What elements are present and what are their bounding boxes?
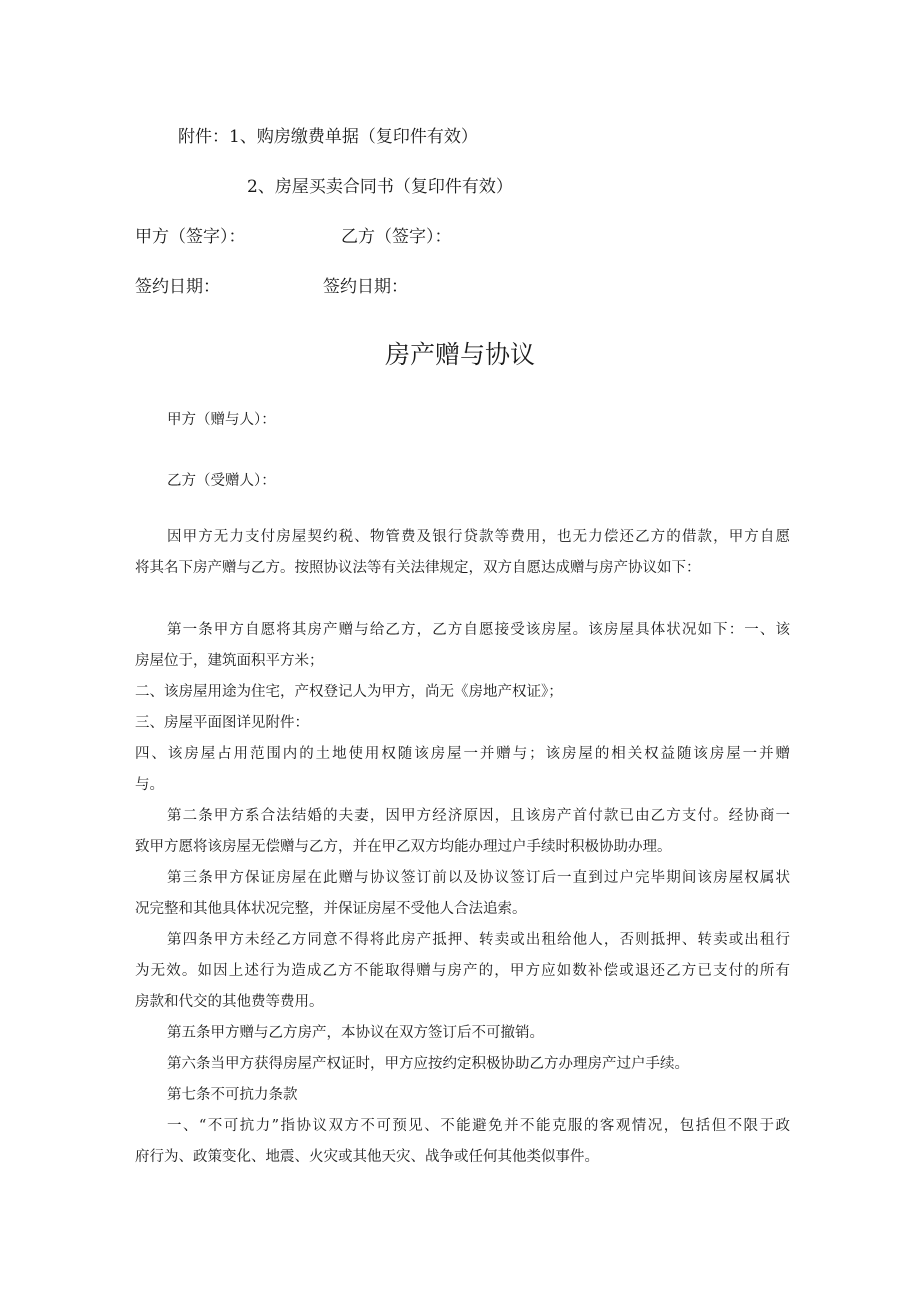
article-5: 第五条甲方赠与乙方房产，本协议在双方签订后不可撤销。 [167,1025,544,1041]
page-title: 房产赠与协议 [384,340,535,369]
article-4-line-2: 为无效。如因上述行为造成乙方不能取得赠与房产的，甲方应如数补偿或退还乙方已支付的所有 [135,963,790,979]
article-2-line-1: 第二条甲方系合法结婚的夫妻，因甲方经济原因，且该房产首付款已由乙方支付。经协商一 [167,808,790,824]
article-1-item-2: 二、该房屋用途为住宅，产权登记人为甲方，尚无《房地产权证》； [135,684,563,700]
party-a-signature: 甲方（签字）： [135,227,246,247]
article-3 [135,863,790,925]
article-1-item-4-line-1: 四、该房屋占用范围内的土地使用权随该房屋一并赠与；该房屋的相关权益随该房屋一并赠 [135,746,790,762]
attachment-label: 附件： [178,127,229,147]
intro-paragraph [135,522,790,584]
intro-line-2: 将其名下房产赠与乙方。按照协议法等有关法律规定，双方自愿达成赠与房产协议如下： [135,560,701,576]
party-b-donee: 乙方（受赠人）： [167,473,276,489]
party-a-sign-date: 签约日期： [135,277,220,297]
article-7-item-1-line-2: 府行为、政策变化、地震、火灾或其他天灾、战争或任何其他类似事件。 [135,1149,599,1165]
articles-5-7 [135,1018,790,1173]
attachment-line-1 [178,122,478,147]
article-2-line-2: 致甲方愿将该房屋无偿赠与乙方，并在甲乙双方均能办理过户手续时积极协助办理。 [135,839,672,855]
attachment-item-2: 2、房屋买卖合同书（复印件有效） [247,177,513,197]
article-3-line-1: 第三条甲方保证房屋在此赠与协议签订前以及协议签订后一直到过户完毕期间该房屋权属状 [167,870,790,886]
party-b-sign-date: 签约日期： [323,277,408,297]
article-2 [135,801,790,863]
article-4-line-3: 房款和代交的其他费等费用。 [135,994,324,1010]
article-6: 第六条当甲方获得房屋产权证时，甲方应按约定积极协助乙方办理房产过户手续。 [167,1056,689,1072]
article-1 [135,615,790,801]
article-1-item-4-line-2: 与。 [135,777,164,793]
attachment-item-1: 1、购房缴费单据（复印件有效） [229,127,478,147]
intro-line-1: 因甲方无力支付房屋契约税、物管费及银行贷款等费用，也无力偿还乙方的借款，甲方自愿 [167,529,790,545]
article-4-line-1: 第四条甲方未经乙方同意不得将此房产抵押、转卖或出租给他人，否则抵押、转卖或出租行 [167,932,790,948]
article-1-item-3: 三、房屋平面图详见附件： [135,715,309,731]
party-b-signature: 乙方（签字）： [341,227,452,247]
article-3-line-2: 况完整和其他具体状况完整，并保证房屋不受他人合法追索。 [135,901,527,917]
article-1-line-2: 房屋位于，建筑面积平方米； [135,653,324,669]
article-7-item-1-line-1: 一、“不可抗力”指协议双方不可预见、不能避免并不能克服的客观情况，包括但不限于政 [167,1118,790,1134]
article-1-line-1: 第一条甲方自愿将其房产赠与给乙方，乙方自愿接受该房屋。该房屋具体状况如下：一、该 [167,622,790,638]
article-4 [135,925,790,1018]
party-a-donor: 甲方（赠与人）： [167,412,276,428]
article-7: 第七条不可抗力条款 [167,1087,298,1103]
